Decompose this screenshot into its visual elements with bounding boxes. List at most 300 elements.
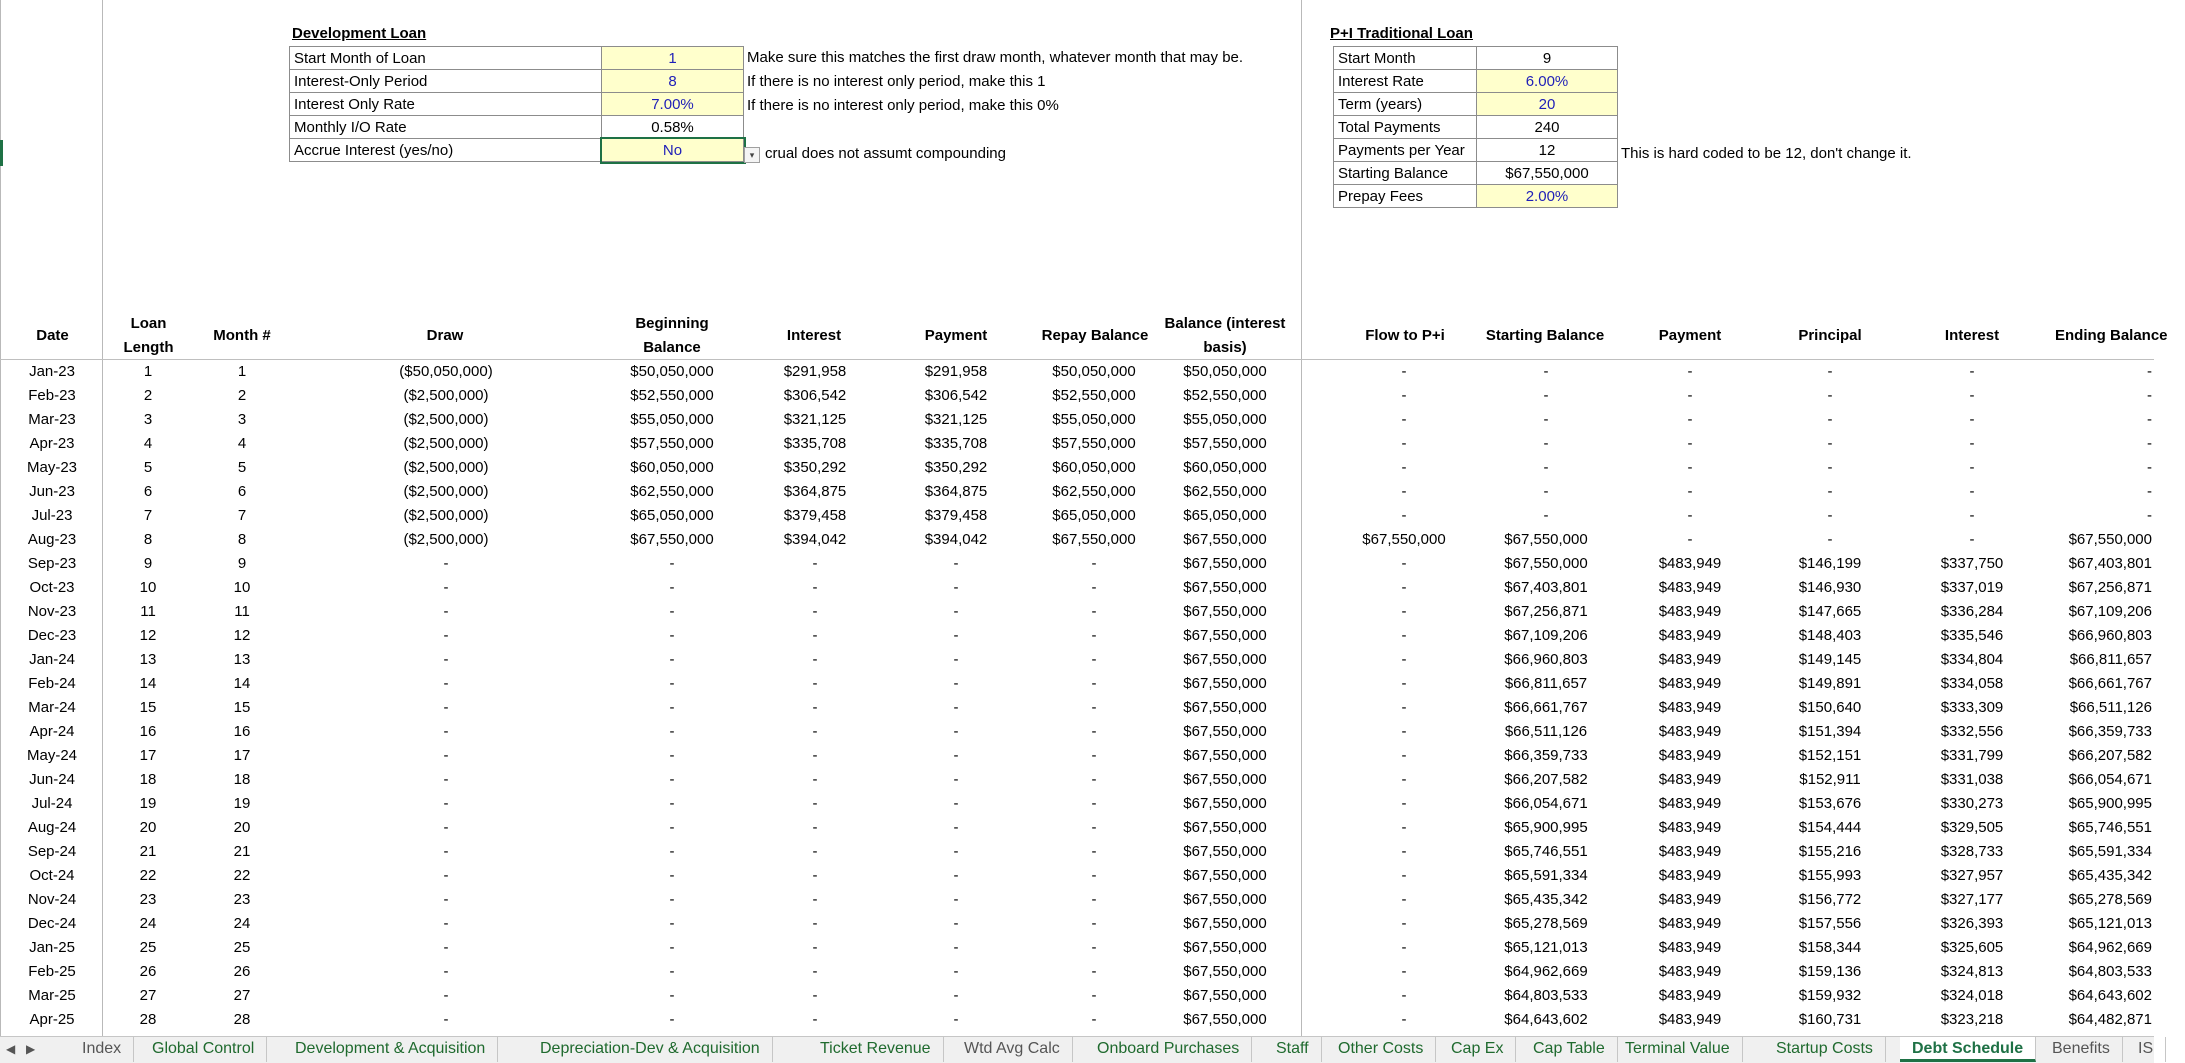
cell-date[interactable]: Mar-25 (28, 987, 76, 1004)
cell-balance-interest-basis[interactable]: $67,550,000 (1183, 651, 1267, 668)
cell-interest-pi[interactable]: $330,273 (1940, 795, 2004, 812)
cell-interest-pi[interactable]: $331,799 (1940, 747, 2004, 764)
cell-beginning-balance[interactable]: - (669, 867, 675, 884)
sheet-tab[interactable]: IS (2126, 1037, 2166, 1062)
cell-starting-balance[interactable]: $65,435,342 (1504, 891, 1588, 908)
cell-loan-length[interactable]: 16 (139, 723, 157, 740)
cell-interest[interactable]: - (812, 1011, 818, 1028)
cell-draw[interactable]: - (443, 699, 449, 716)
cell-interest[interactable]: $321,125 (783, 411, 847, 428)
cell-repay-balance[interactable]: - (1091, 651, 1097, 668)
cell-draw[interactable]: - (443, 987, 449, 1004)
cell-beginning-balance[interactable]: - (669, 747, 675, 764)
cell-month[interactable]: 9 (237, 555, 247, 572)
cell-payment[interactable]: $364,875 (924, 483, 988, 500)
cell-principal[interactable]: $149,145 (1798, 651, 1862, 668)
cell-interest[interactable]: - (812, 843, 818, 860)
cell-balance-interest-basis[interactable]: $67,550,000 (1183, 675, 1267, 692)
pi-param-value[interactable]: 6.00% (1477, 70, 1618, 93)
cell-date[interactable]: Apr-24 (29, 723, 75, 740)
cell-interest[interactable]: $335,708 (783, 435, 847, 452)
cell-ending-balance[interactable]: $66,207,582 (2068, 747, 2152, 764)
cell-principal[interactable]: $152,151 (1798, 747, 1862, 764)
cell-ending-balance[interactable]: $65,121,013 (2068, 915, 2152, 932)
cell-repay-balance[interactable]: - (1091, 771, 1097, 788)
cell-interest[interactable]: - (812, 939, 818, 956)
scroll-right-icon[interactable]: ▶ (26, 1042, 36, 1056)
sheet-tab[interactable]: Ticket Revenue (808, 1037, 944, 1062)
cell-balance-interest-basis[interactable]: $67,550,000 (1183, 531, 1267, 548)
cell-month[interactable]: 10 (233, 579, 251, 596)
cell-starting-balance[interactable]: $66,359,733 (1504, 747, 1588, 764)
cell-balance-interest-basis[interactable]: $55,050,000 (1183, 411, 1267, 428)
cell-balance-interest-basis[interactable]: $67,550,000 (1183, 819, 1267, 836)
cell-month[interactable]: 26 (233, 963, 251, 980)
cell-ending-balance[interactable]: $65,591,334 (2068, 843, 2152, 860)
cell-draw[interactable]: - (443, 603, 449, 620)
dev-param-value[interactable]: 8 (602, 70, 744, 93)
cell-repay-balance[interactable]: - (1091, 555, 1097, 572)
cell-payment[interactable]: - (953, 579, 959, 596)
cell-interest[interactable]: - (812, 675, 818, 692)
cell-starting-balance[interactable]: $65,121,013 (1504, 939, 1588, 956)
cell-draw[interactable]: - (443, 747, 449, 764)
cell-ending-balance[interactable]: $67,109,206 (2068, 603, 2152, 620)
cell-interest-pi[interactable]: $336,284 (1940, 603, 2004, 620)
cell-ending-balance[interactable]: - (2147, 507, 2152, 524)
cell-payment[interactable]: - (953, 723, 959, 740)
cell-draw[interactable]: - (443, 891, 449, 908)
cell-payment-pi[interactable]: $483,949 (1658, 819, 1722, 836)
cell-beginning-balance[interactable]: - (669, 795, 675, 812)
cell-month[interactable]: 5 (237, 459, 247, 476)
cell-draw[interactable]: ($2,500,000) (403, 507, 489, 524)
cell-loan-length[interactable]: 17 (139, 747, 157, 764)
cell-payment[interactable]: $394,042 (924, 531, 988, 548)
cell-interest-pi[interactable]: $331,038 (1940, 771, 2004, 788)
cell-date[interactable]: Jan-24 (29, 651, 75, 668)
cell-loan-length[interactable]: 8 (143, 531, 153, 548)
cell-repay-balance[interactable]: - (1091, 867, 1097, 884)
cell-repay-balance[interactable]: - (1091, 795, 1097, 812)
cell-month[interactable]: 28 (233, 1011, 251, 1028)
cell-repay-balance[interactable]: - (1091, 939, 1097, 956)
cell-beginning-balance[interactable]: - (669, 1011, 675, 1028)
cell-draw[interactable]: ($2,500,000) (403, 435, 489, 452)
cell-balance-interest-basis[interactable]: $67,550,000 (1183, 627, 1267, 644)
cell-month[interactable]: 17 (233, 747, 251, 764)
cell-beginning-balance[interactable]: - (669, 819, 675, 836)
cell-draw[interactable]: - (443, 555, 449, 572)
cell-ending-balance[interactable]: $66,511,126 (2069, 699, 2152, 716)
cell-ending-balance[interactable]: $67,256,871 (2068, 579, 2152, 596)
cell-date[interactable]: Nov-23 (27, 603, 77, 620)
cell-ending-balance[interactable]: - (2147, 435, 2152, 452)
cell-payment-pi[interactable]: $483,949 (1658, 555, 1722, 572)
cell-payment[interactable]: - (953, 627, 959, 644)
cell-payment[interactable]: - (953, 795, 959, 812)
cell-starting-balance[interactable]: $66,811,657 (1504, 675, 1588, 692)
cell-starting-balance[interactable]: $65,278,569 (1504, 915, 1588, 932)
cell-payment[interactable]: - (953, 819, 959, 836)
cell-payment[interactable]: - (953, 891, 959, 908)
pi-param-value[interactable]: 9 (1477, 47, 1618, 70)
cell-draw[interactable]: - (443, 651, 449, 668)
sheet-tab[interactable]: Staff (1264, 1037, 1322, 1062)
cell-principal[interactable]: $155,993 (1798, 867, 1862, 884)
cell-repay-balance[interactable]: - (1091, 963, 1097, 980)
cell-flow-to-pi[interactable]: - (1401, 819, 1407, 836)
cell-interest[interactable]: - (812, 579, 818, 596)
cell-payment-pi[interactable]: - (1687, 411, 1693, 428)
cell-beginning-balance[interactable]: - (669, 963, 675, 980)
cell-interest-pi[interactable]: - (1969, 459, 1975, 476)
cell-loan-length[interactable]: 3 (143, 411, 153, 428)
pi-param-value[interactable]: 20 (1477, 93, 1618, 116)
cell-ending-balance[interactable]: $66,811,657 (2069, 651, 2152, 668)
cell-interest[interactable]: - (812, 987, 818, 1004)
cell-interest[interactable]: - (812, 747, 818, 764)
pi-param-value[interactable]: $67,550,000 (1477, 162, 1618, 185)
cell-repay-balance[interactable]: - (1091, 579, 1097, 596)
cell-ending-balance[interactable]: - (2147, 483, 2152, 500)
cell-flow-to-pi[interactable]: - (1401, 675, 1407, 692)
cell-interest-pi[interactable]: $337,750 (1940, 555, 2004, 572)
cell-beginning-balance[interactable]: $52,550,000 (630, 387, 714, 404)
cell-month[interactable]: 14 (233, 675, 251, 692)
cell-principal[interactable]: $159,136 (1798, 963, 1862, 980)
sheet-tab[interactable]: Wtd Avg Calc (952, 1037, 1073, 1062)
cell-payment-pi[interactable]: $483,949 (1658, 915, 1722, 932)
cell-balance-interest-basis[interactable]: $67,550,000 (1183, 963, 1267, 980)
cell-interest[interactable]: - (812, 603, 818, 620)
cell-payment-pi[interactable]: - (1687, 507, 1693, 524)
cell-balance-interest-basis[interactable]: $67,550,000 (1183, 579, 1267, 596)
cell-beginning-balance[interactable]: $60,050,000 (630, 459, 714, 476)
cell-flow-to-pi[interactable]: - (1401, 651, 1407, 668)
cell-principal[interactable]: $153,676 (1798, 795, 1862, 812)
cell-starting-balance[interactable]: $65,746,551 (1504, 843, 1588, 860)
cell-starting-balance[interactable]: - (1543, 459, 1549, 476)
cell-repay-balance[interactable]: $67,550,000 (1052, 531, 1136, 548)
cell-date[interactable]: Mar-23 (28, 411, 76, 428)
cell-month[interactable]: 23 (233, 891, 251, 908)
cell-draw[interactable]: ($2,500,000) (403, 387, 489, 404)
pi-param-value[interactable]: 240 (1477, 116, 1618, 139)
cell-beginning-balance[interactable]: - (669, 771, 675, 788)
cell-ending-balance[interactable]: $66,054,671 (2068, 771, 2152, 788)
cell-interest[interactable]: $291,958 (783, 363, 847, 380)
cell-payment[interactable]: - (953, 843, 959, 860)
cell-interest[interactable]: - (812, 555, 818, 572)
cell-principal[interactable]: - (1827, 387, 1833, 404)
cell-starting-balance[interactable]: $65,900,995 (1504, 819, 1588, 836)
cell-repay-balance[interactable]: - (1091, 843, 1097, 860)
cell-interest[interactable]: - (812, 963, 818, 980)
cell-interest[interactable]: - (812, 651, 818, 668)
cell-interest[interactable]: $379,458 (783, 507, 847, 524)
cell-principal[interactable]: - (1827, 459, 1833, 476)
sheet-tab[interactable]: Depreciation-Dev & Acquisition (528, 1037, 773, 1062)
cell-payment-pi[interactable]: - (1687, 483, 1693, 500)
cell-starting-balance[interactable]: $67,403,801 (1504, 579, 1588, 596)
cell-date[interactable]: Jan-23 (29, 363, 75, 380)
cell-draw[interactable]: ($50,050,000) (399, 363, 493, 380)
cell-ending-balance[interactable]: - (2147, 411, 2152, 428)
cell-interest[interactable]: - (812, 915, 818, 932)
cell-payment[interactable]: - (953, 939, 959, 956)
cell-loan-length[interactable]: 18 (139, 771, 157, 788)
cell-payment[interactable]: $321,125 (924, 411, 988, 428)
cell-balance-interest-basis[interactable]: $52,550,000 (1183, 387, 1267, 404)
cell-month[interactable]: 18 (233, 771, 251, 788)
cell-interest-pi[interactable]: $326,393 (1940, 915, 2004, 932)
cell-payment-pi[interactable]: $483,949 (1658, 891, 1722, 908)
cell-month[interactable]: 7 (237, 507, 247, 524)
cell-beginning-balance[interactable]: - (669, 627, 675, 644)
cell-principal[interactable]: - (1827, 507, 1833, 524)
cell-loan-length[interactable]: 25 (139, 939, 157, 956)
cell-flow-to-pi[interactable]: - (1401, 867, 1407, 884)
cell-beginning-balance[interactable]: - (669, 555, 675, 572)
cell-starting-balance[interactable]: $64,643,602 (1504, 1011, 1588, 1028)
cell-beginning-balance[interactable]: - (669, 915, 675, 932)
cell-month[interactable]: 12 (233, 627, 251, 644)
cell-payment-pi[interactable]: $483,949 (1658, 723, 1722, 740)
cell-interest-pi[interactable]: - (1969, 435, 1975, 452)
cell-principal[interactable]: $154,444 (1798, 819, 1862, 836)
cell-repay-balance[interactable]: - (1091, 747, 1097, 764)
cell-balance-interest-basis[interactable]: $67,550,000 (1183, 723, 1267, 740)
cell-principal[interactable]: $155,216 (1798, 843, 1862, 860)
cell-date[interactable]: Jul-24 (31, 795, 73, 812)
cell-month[interactable]: 19 (233, 795, 251, 812)
cell-starting-balance[interactable]: $66,511,126 (1504, 723, 1588, 740)
cell-interest-pi[interactable]: $327,957 (1940, 867, 2004, 884)
cell-starting-balance[interactable]: $64,962,669 (1504, 963, 1588, 980)
cell-payment-pi[interactable]: $483,949 (1658, 795, 1722, 812)
dev-param-value[interactable]: 0.58% (602, 116, 744, 139)
cell-loan-length[interactable]: 22 (139, 867, 157, 884)
cell-starting-balance[interactable]: $66,207,582 (1504, 771, 1588, 788)
cell-payment-pi[interactable]: $483,949 (1658, 579, 1722, 596)
cell-interest-pi[interactable]: - (1969, 387, 1975, 404)
cell-date[interactable]: Jan-25 (29, 939, 75, 956)
sheet-tab[interactable]: Benefits (2040, 1037, 2123, 1062)
cell-loan-length[interactable]: 23 (139, 891, 157, 908)
cell-principal[interactable]: $157,556 (1798, 915, 1862, 932)
cell-interest-pi[interactable]: $334,058 (1940, 675, 2004, 692)
cell-loan-length[interactable]: 4 (143, 435, 153, 452)
cell-payment[interactable]: - (953, 867, 959, 884)
cell-loan-length[interactable]: 7 (143, 507, 153, 524)
sheet-tab[interactable]: Onboard Purchases (1085, 1037, 1252, 1062)
cell-flow-to-pi[interactable]: - (1401, 411, 1407, 428)
cell-beginning-balance[interactable]: $65,050,000 (630, 507, 714, 524)
cell-beginning-balance[interactable]: - (669, 603, 675, 620)
cell-payment[interactable]: - (953, 771, 959, 788)
cell-interest[interactable]: - (812, 627, 818, 644)
cell-payment[interactable]: $379,458 (924, 507, 988, 524)
cell-date[interactable]: Mar-24 (28, 699, 76, 716)
cell-repay-balance[interactable]: $65,050,000 (1052, 507, 1136, 524)
cell-balance-interest-basis[interactable]: $67,550,000 (1183, 867, 1267, 884)
cell-balance-interest-basis[interactable]: $67,550,000 (1183, 603, 1267, 620)
cell-loan-length[interactable]: 27 (139, 987, 157, 1004)
cell-starting-balance[interactable]: $65,591,334 (1504, 867, 1588, 884)
cell-starting-balance[interactable]: - (1543, 387, 1549, 404)
cell-principal[interactable]: $151,394 (1798, 723, 1862, 740)
cell-payment[interactable]: $291,958 (924, 363, 988, 380)
cell-repay-balance[interactable]: - (1091, 1011, 1097, 1028)
cell-loan-length[interactable]: 9 (143, 555, 153, 572)
cell-payment-pi[interactable]: $483,949 (1658, 627, 1722, 644)
cell-payment-pi[interactable]: - (1687, 435, 1693, 452)
cell-balance-interest-basis[interactable]: $60,050,000 (1183, 459, 1267, 476)
cell-payment[interactable]: $350,292 (924, 459, 988, 476)
cell-interest-pi[interactable]: - (1969, 531, 1975, 548)
cell-interest-pi[interactable]: $325,605 (1940, 939, 2004, 956)
cell-month[interactable]: 16 (233, 723, 251, 740)
cell-principal[interactable]: $149,891 (1798, 675, 1862, 692)
sheet-tab[interactable]: Development & Acquisition (283, 1037, 498, 1062)
cell-principal[interactable]: $146,199 (1798, 555, 1862, 572)
cell-draw[interactable]: - (443, 843, 449, 860)
cell-balance-interest-basis[interactable]: $67,550,000 (1183, 555, 1267, 572)
cell-draw[interactable]: ($2,500,000) (403, 411, 489, 428)
cell-principal[interactable]: $148,403 (1798, 627, 1862, 644)
cell-interest-pi[interactable]: - (1969, 411, 1975, 428)
cell-ending-balance[interactable]: - (2147, 387, 2152, 404)
cell-principal[interactable]: $150,640 (1798, 699, 1862, 716)
cell-month[interactable]: 3 (237, 411, 247, 428)
cell-interest-pi[interactable]: $328,733 (1940, 843, 2004, 860)
cell-balance-interest-basis[interactable]: $67,550,000 (1183, 891, 1267, 908)
cell-ending-balance[interactable]: $66,960,803 (2068, 627, 2152, 644)
cell-month[interactable]: 4 (237, 435, 247, 452)
cell-loan-length[interactable]: 1 (143, 363, 153, 380)
cell-payment[interactable]: - (953, 699, 959, 716)
cell-interest-pi[interactable]: $337,019 (1940, 579, 2004, 596)
cell-interest[interactable]: - (812, 867, 818, 884)
dev-param-value[interactable]: No (602, 139, 744, 162)
cell-ending-balance[interactable]: $65,900,995 (2068, 795, 2152, 812)
cell-balance-interest-basis[interactable]: $67,550,000 (1183, 843, 1267, 860)
cell-date[interactable]: Feb-23 (28, 387, 76, 404)
cell-repay-balance[interactable]: $50,050,000 (1052, 363, 1136, 380)
cell-beginning-balance[interactable]: - (669, 987, 675, 1004)
cell-payment[interactable]: - (953, 675, 959, 692)
cell-beginning-balance[interactable]: - (669, 699, 675, 716)
cell-payment-pi[interactable]: - (1687, 387, 1693, 404)
cell-ending-balance[interactable]: $65,435,342 (2068, 867, 2152, 884)
cell-interest[interactable]: - (812, 819, 818, 836)
cell-date[interactable]: Dec-23 (27, 627, 77, 644)
dev-param-value[interactable]: 1 (602, 47, 744, 70)
cell-beginning-balance[interactable]: - (669, 843, 675, 860)
cell-payment-pi[interactable]: $483,949 (1658, 603, 1722, 620)
cell-interest[interactable]: $350,292 (783, 459, 847, 476)
cell-flow-to-pi[interactable]: - (1401, 363, 1407, 380)
cell-interest-pi[interactable]: $329,505 (1940, 819, 2004, 836)
cell-month[interactable]: 13 (233, 651, 251, 668)
cell-date[interactable]: Aug-24 (27, 819, 77, 836)
cell-balance-interest-basis[interactable]: $50,050,000 (1183, 363, 1267, 380)
cell-balance-interest-basis[interactable]: $67,550,000 (1183, 795, 1267, 812)
cell-starting-balance[interactable]: $67,109,206 (1504, 627, 1588, 644)
cell-repay-balance[interactable]: $52,550,000 (1052, 387, 1136, 404)
cell-beginning-balance[interactable]: $67,550,000 (630, 531, 714, 548)
cell-loan-length[interactable]: 20 (139, 819, 157, 836)
dropdown-arrow-icon[interactable]: ▾ (744, 147, 760, 163)
cell-payment-pi[interactable]: $483,949 (1658, 699, 1722, 716)
cell-flow-to-pi[interactable]: - (1401, 843, 1407, 860)
cell-flow-to-pi[interactable]: - (1401, 579, 1407, 596)
cell-interest-pi[interactable]: $327,177 (1940, 891, 2004, 908)
cell-beginning-balance[interactable]: - (669, 651, 675, 668)
cell-balance-interest-basis[interactable]: $62,550,000 (1183, 483, 1267, 500)
cell-starting-balance[interactable]: $66,661,767 (1504, 699, 1588, 716)
cell-loan-length[interactable]: 10 (139, 579, 157, 596)
cell-flow-to-pi[interactable]: - (1401, 747, 1407, 764)
cell-ending-balance[interactable]: $65,278,569 (2068, 891, 2152, 908)
cell-principal[interactable]: $159,932 (1798, 987, 1862, 1004)
cell-payment[interactable]: - (953, 747, 959, 764)
cell-starting-balance[interactable]: - (1543, 435, 1549, 452)
pi-param-value[interactable]: 2.00% (1477, 185, 1618, 208)
cell-date[interactable]: Apr-23 (29, 435, 75, 452)
cell-draw[interactable]: - (443, 627, 449, 644)
cell-balance-interest-basis[interactable]: $67,550,000 (1183, 699, 1267, 716)
cell-repay-balance[interactable]: $55,050,000 (1052, 411, 1136, 428)
cell-flow-to-pi[interactable]: - (1401, 987, 1407, 1004)
cell-flow-to-pi[interactable]: - (1401, 627, 1407, 644)
cell-draw[interactable]: - (443, 795, 449, 812)
cell-repay-balance[interactable]: - (1091, 987, 1097, 1004)
cell-ending-balance[interactable]: $65,746,551 (2068, 819, 2152, 836)
cell-starting-balance[interactable]: $67,256,871 (1504, 603, 1588, 620)
cell-loan-length[interactable]: 24 (139, 915, 157, 932)
cell-draw[interactable]: - (443, 579, 449, 596)
cell-draw[interactable]: - (443, 867, 449, 884)
cell-flow-to-pi[interactable]: - (1401, 939, 1407, 956)
cell-flow-to-pi[interactable]: - (1401, 795, 1407, 812)
cell-beginning-balance[interactable]: - (669, 891, 675, 908)
cell-principal[interactable]: $152,911 (1799, 771, 1861, 788)
cell-repay-balance[interactable]: - (1091, 675, 1097, 692)
cell-repay-balance[interactable]: - (1091, 915, 1097, 932)
cell-month[interactable]: 1 (237, 363, 247, 380)
cell-repay-balance[interactable]: - (1091, 603, 1097, 620)
cell-flow-to-pi[interactable]: $67,550,000 (1362, 531, 1446, 548)
cell-date[interactable]: Oct-23 (29, 579, 75, 596)
cell-payment-pi[interactable]: $483,949 (1658, 675, 1722, 692)
cell-month[interactable]: 24 (233, 915, 251, 932)
cell-flow-to-pi[interactable]: - (1401, 507, 1407, 524)
cell-balance-interest-basis[interactable]: $67,550,000 (1183, 915, 1267, 932)
cell-draw[interactable]: ($2,500,000) (403, 483, 489, 500)
cell-draw[interactable]: - (443, 819, 449, 836)
sheet-tab[interactable]: Terminal Value (1613, 1037, 1743, 1062)
cell-ending-balance[interactable]: $67,403,801 (2068, 555, 2152, 572)
cell-beginning-balance[interactable]: $55,050,000 (630, 411, 714, 428)
cell-repay-balance[interactable]: - (1091, 819, 1097, 836)
cell-draw[interactable]: - (443, 1011, 449, 1028)
cell-payment[interactable]: - (953, 603, 959, 620)
cell-draw[interactable]: - (443, 963, 449, 980)
cell-ending-balance[interactable]: $66,359,733 (2068, 723, 2152, 740)
cell-payment-pi[interactable]: $483,949 (1658, 987, 1722, 1004)
